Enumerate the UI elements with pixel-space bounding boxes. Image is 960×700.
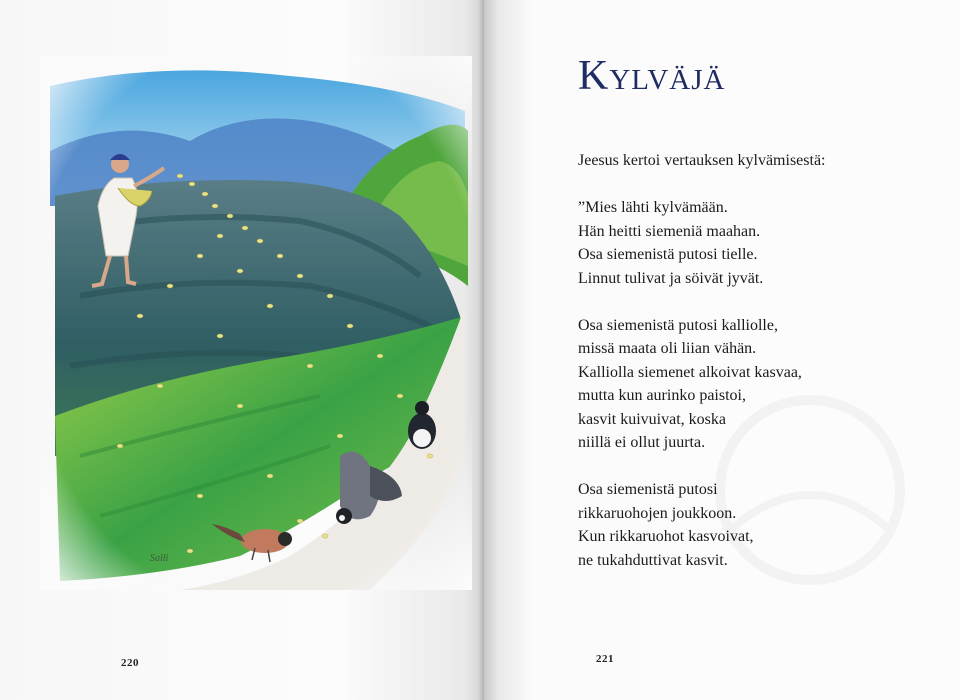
- stanza-line: rikkaruohojen joukkoon.: [578, 504, 737, 522]
- page-number-right: 221: [596, 653, 614, 665]
- stanza-2: [578, 314, 938, 455]
- stanza-line: ”Mies lähti kylvämään.: [578, 199, 728, 216]
- stanza-3: [578, 478, 938, 572]
- stanza-line: Osa siemenistä putosi tielle.: [578, 246, 758, 263]
- stanza-line: Osa siemenistä putosi kalliolle,: [578, 316, 778, 334]
- page-title: Kylväjä: [578, 53, 726, 99]
- stanza-line: ne tukahduttivat kasvit.: [578, 551, 728, 569]
- stanza-line: Linnut tulivat ja söivät jyvät.: [578, 269, 764, 287]
- stanza-line: missä maata oli liian vähän.: [578, 340, 757, 357]
- stanza-line: kasvit kuivuivat, koska: [578, 410, 726, 428]
- page-number-left: 220: [121, 657, 139, 669]
- stanza-line: Kalliolla siemenet alkoivat kasvaa,: [578, 363, 802, 381]
- stanza-line: Kun rikkaruohot kasvoivat,: [578, 528, 754, 545]
- stanza-line: niillä ei ollut juurta.: [578, 434, 706, 451]
- sower-illustration: [40, 56, 472, 590]
- stanza-1: [578, 196, 938, 290]
- stanza-line: Osa siemenistä putosi: [578, 481, 718, 498]
- stanza-line: mutta kun aurinko paistoi,: [578, 387, 746, 404]
- stanza-line: Hän heitti siemeniä maahan.: [578, 222, 761, 240]
- artist-signature: Salli: [150, 553, 169, 564]
- poem-text: [578, 149, 938, 572]
- intro-line: Jeesus kertoi vertauksen kylvämisestä:: [578, 152, 826, 169]
